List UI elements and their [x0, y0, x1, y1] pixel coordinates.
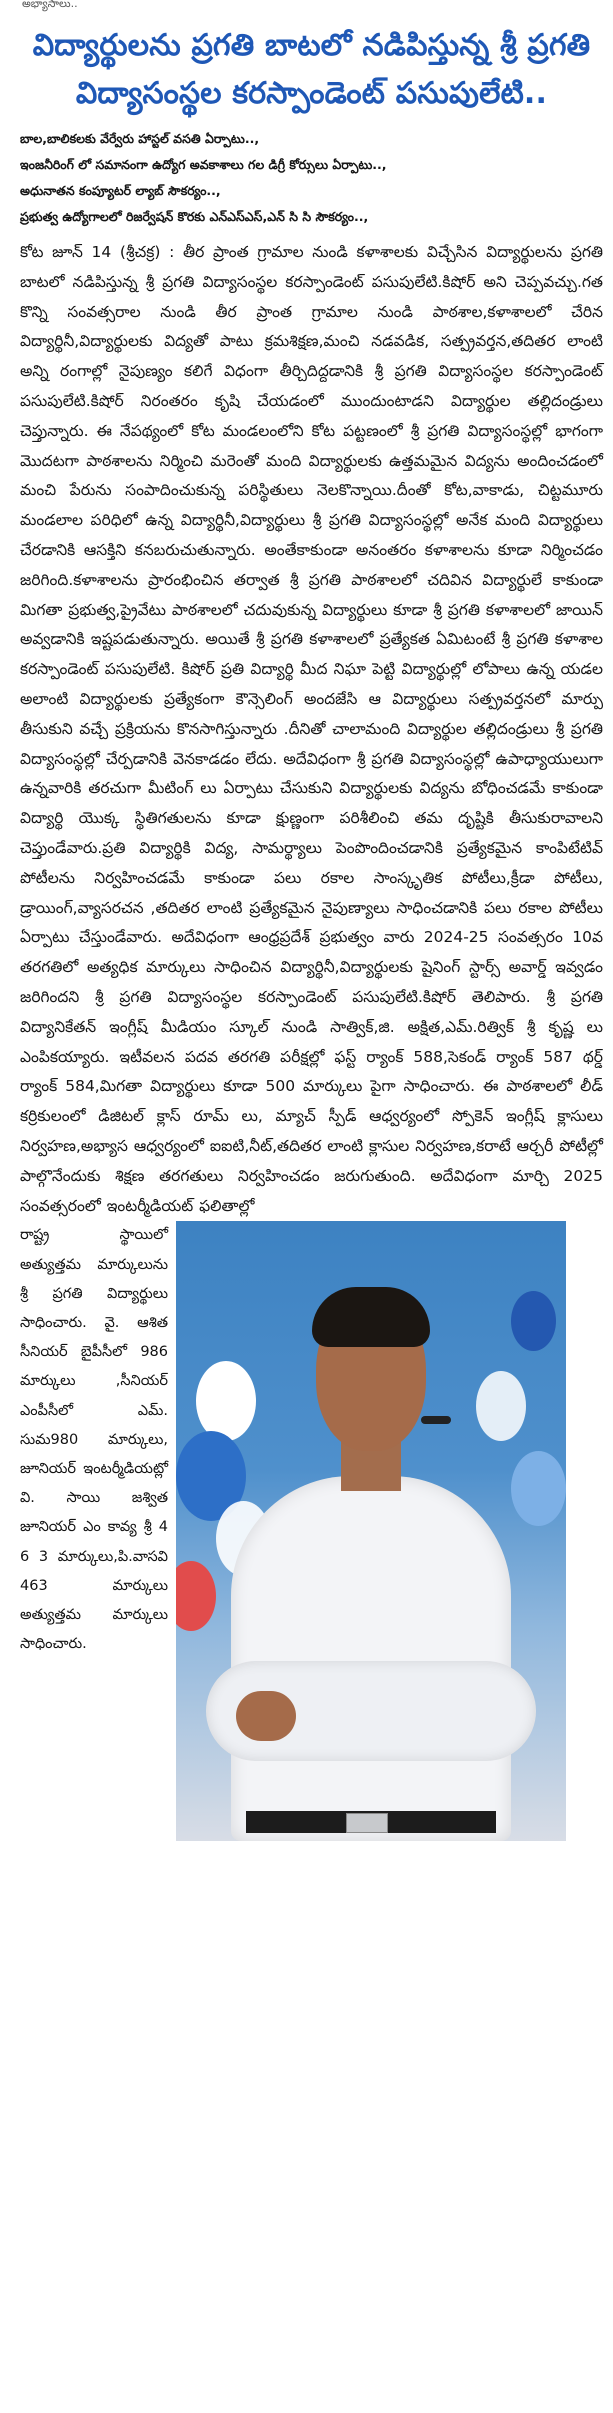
article-headline: [20, 22, 603, 118]
headline-line-2: విద్యాసంస్థల కరస్పాండెంట్ పసుపులేటి..: [75, 76, 548, 111]
balloon-red: [176, 1561, 216, 1631]
lower-section: [20, 1221, 603, 1841]
subheadings: [20, 126, 603, 230]
narrow-column: [20, 1221, 168, 1659]
clipped-top-text: అభ్యాసాలు..: [22, 0, 78, 10]
balloon-light-blue: [511, 1451, 566, 1526]
person-shirt: [231, 1476, 511, 1841]
narrow-column-text: రాష్ట్ర స్థాయిలో అత్యుత్తమ మార్కులును శ్రీ ప్రగతి విద్యార్థులు సాధించారు. వై. ఆశిత సీనియర్ బైపీసీలో 986 మార్కులు ,సీనియర్ ఎంపీసీలో ఎమ్. సుమ980 మార్కులు, జూనియర్ ఇంటర్మీడియట్లో వి. సాయి జశ్విత జూనియర్ ఎం కావ్య శ్రీ 4 6 3 మార్కులు,పి.వాసవి 463 మార్కులు అత్యుత్తమ మార్కులు సాధించారు.: [20, 1227, 168, 1653]
balloon-white: [196, 1361, 256, 1441]
subhead-nss-ncc: ప్రభుత్వ ఉద్యోగాలలో రిజర్వేషన్ కొరకు ఎన్ఎస్ఎస్,ఎన్ సి సి సౌకర్యం..,: [20, 209, 369, 224]
article-body: కోట జూన్ 14 (శ్రీచక్ర) : తీర ప్రాంత గ్రామాల నుండి కళాశాలకు విచ్చేసిన విద్యార్థులను ప్రగతి బాటలో నడిపిస్తున్న శ్రీ ప్రగతి విద్యాసంస్థల కరస్పాండెంట్ పసుపులేటి.కిషోర్ అని చెప్పవచ్చు.గత కొన్ని సంవత్సరాల నుండి తీర ప్రాంత గ్రామాల నుండి పాఠశాల,కళాశాలలో చేరిన విద్యార్థినీ,విద్యార్థులకు విద్యతో పాటు క్రమశిక్షణ,మంచి నడవడిక, సత్ప్రవర్తన,తదితర లాంటి అన్ని రంగాల్లో నైపుణ్యం కలిగే విధంగా తీర్చిదిద్దడానికి శ్రీ ప్రగతి విద్యాసంస్థల కరస్పాండెంట్ పసుపులేటి.కిషోర్ నిరంతరం కృషి చేయడంలో ముందుంటాడని విద్యార్థుల తల్లిదండ్రులు చెప్తున్నారు. ఈ నేపథ్యంలో కోట మండలంలోని కోట పట్టణంలో శ్రీ ప్రగతి విద్యాసంస్థల్లో భాగంగా మొదటగా పాఠశాలను నిర్మించి మరెంతో మంది విద్యార్థులకు ఉత్తమమైన విద్యను అందించడంలో మంచి పేరును సంపాదించుకున్న పరిస్థితులు నెలకొన్నాయి.దీంతో కోట,వాకాడు, చిట్టమూరు మండలాల పరిధిలో ఉన్న విద్యార్థినీ,విద్యార్థులు శ్రీ ప్రగతి విద్యాసంస్థల్లో అనేక మంది విద్యార్థులు చేరడానికి ఆసక్తిని కనబరుచుతున్నారు. అంతేకాకుండా అనంతరం కళాశాలను కూడా నిర్మించడం జరిగింది.కళాశాలను ప్రారంభించిన తర్వాత శ్రీ ప్రగతి పాఠశాలలో చదివిన విద్యార్థులే కాకుండా మిగతా ప్రభుత్వ,ప్రైవేటు పాఠశాలలో చదువుకున్న విద్యార్థులు కూడా శ్రీ ప్రగతి కళాశాలలో జాయిన్ అవ్వడానికి ఇష్టపడుతున్నారు. అయితే శ్రీ ప్రగతి కళాశాలలో ప్రత్యేకత ఏమిటంటే శ్రీ ప్రగతి కళాశాల కరస్పాండెంట్ పసుపులేటి. కిషోర్ ప్రతి విద్యార్థి మీద నిఘా పెట్టి విద్యార్థుల్లో లోపాలు ఉన్న యడల అలాంటి విద్యార్థులకు ప్రత్యేకంగా కౌన్సెలింగ్ అందజేసి ఆ విద్యార్థులు సత్ప్రవర్తనలో మార్పు తీసుకుని వచ్చే ప్రక్రియను కొనసాగిస్తున్నారు .దీనితో చాలామంది విద్యార్థుల తల్లిదండ్రులు శ్రీ ప్రగతి విద్యాసంస్థల్లో చేర్పడానికి వెనకాడడం లేదు. అదేవిధంగా శ్రీ ప్రగతి విద్యాసంస్థల్లో ఉపాధ్యాయులుగా ఉన్నవారికి తరచుగా మీటింగ్ లు ఏర్పాటు చేసుకుని విద్యార్థులకు విద్యను బోధించడమే కాకుండా విద్యార్థి యొక్క స్థితిగతులను కూడా క్షుణ్ణంగా పరిశీలించి తమ దృష్టికి తీసుకురావాలని చెప్తుండేవారు.ప్రతి విద్యార్థికి విద్య, సామర్థ్యాలు పెంపొందించడానికి ప్రత్యేకమైన కాంపిటేటివ్ పోటీలను నిర్వహించడమే కాకుండా పలు రకాల సాంస్కృతిక పోటీలు,క్రీడా పోటీలు, డ్రాయింగ్,వ్యాసరచన ,తదితర లాంటి ప్రత్యేకమైన నైపుణ్యాలు సాధించడానికి పలు రకాల పోటీలు ఏర్పాటు చేస్తుండేవారు. అదేవిధంగా ఆంధ్రప్రదేశ్ ప్రభుత్వం వారు 2024-25 సంవత్సరం 10వ తరగతిలో అత్యధిక మార్కులు సాధించిన విద్యార్థినీ,విద్యార్థులకు షైనింగ్ స్టార్స్ అవార్డ్ ఇవ్వడం జరిగిందని శ్రీ ప్రగతి విద్యాసంస్థల కరస్పాండెంట్ పసుపులేటి.కిషోర్ తెలిపారు. శ్రీ ప్రగతి విద్యానికేతన్ ఇంగ్లీష్ మీడియం స్కూల్ నుండి సాత్విక్,జి. అక్షిత,ఎమ్.రిత్విక్ శ్రీ కృష్ణ లు ఎంపికయ్యారు. ఇటీవలన పదవ తరగతి పరీక్షల్లో ఫస్ట్ ర్యాంక్ 588,సెకండ్ ర్యాంక్ 587 థర్డ్ ర్యాంక్ 584,మిగతా విద్యార్థులు కూడా 500 మార్కులు పైగా సాధించారు. ఈ పాఠశాలలో లీడ్ కర్రికులంలో డిజిటల్ క్లాస్ రూమ్ లు, మ్యాచ్ స్పీడ్ ఆధ్వర్యంలో స్పోకెన్ ఇంగ్లీష్ క్లాసులు నిర్వహణ,అభ్యాస ఆధ్వర్యంలో ఐఐటి,నీట్,తదితర లాంటి క్లాసుల నిర్వహణ,కరాటే ఆర్చరీ పోటీల్లో పాల్గొనేందుకు శిక్షణ తరగతులు నిర్వహించడం జరుగుతుంది. అదేవిధంగా మార్చి 2025 సంవత్సరంలో ఇంటర్మీడియట్ ఫలితాల్లో: [20, 243, 603, 1215]
balloon-white-3: [476, 1371, 526, 1441]
microphone-icon: [421, 1416, 451, 1424]
subhead-degree-courses: ఇంజనీరింగ్ లో సమానంగా ఉద్యోగ అవకాశాలు గల డిగ్రీ కోర్సులు ఏర్పాటు..,: [20, 157, 387, 172]
person-hair: [312, 1287, 430, 1347]
balloon-blue-2: [511, 1291, 556, 1351]
subhead-hostel: బాల,బాలికలకు వేర్వేరు హాస్టల్ వసతి ఏర్పాటు..,: [20, 131, 260, 146]
belt-buckle: [346, 1813, 388, 1833]
correspondent-photo: [176, 1221, 566, 1841]
headline-line-1: విద్యార్థులను ప్రగతి బాటలో నడిపిస్తున్న శ్రీ ప్రగతి: [32, 28, 591, 63]
subhead-computer-lab: అధునాతన కంప్యూటర్ ల్యాబ్ సౌకర్యం..,: [20, 183, 221, 198]
person-hand: [236, 1691, 296, 1741]
